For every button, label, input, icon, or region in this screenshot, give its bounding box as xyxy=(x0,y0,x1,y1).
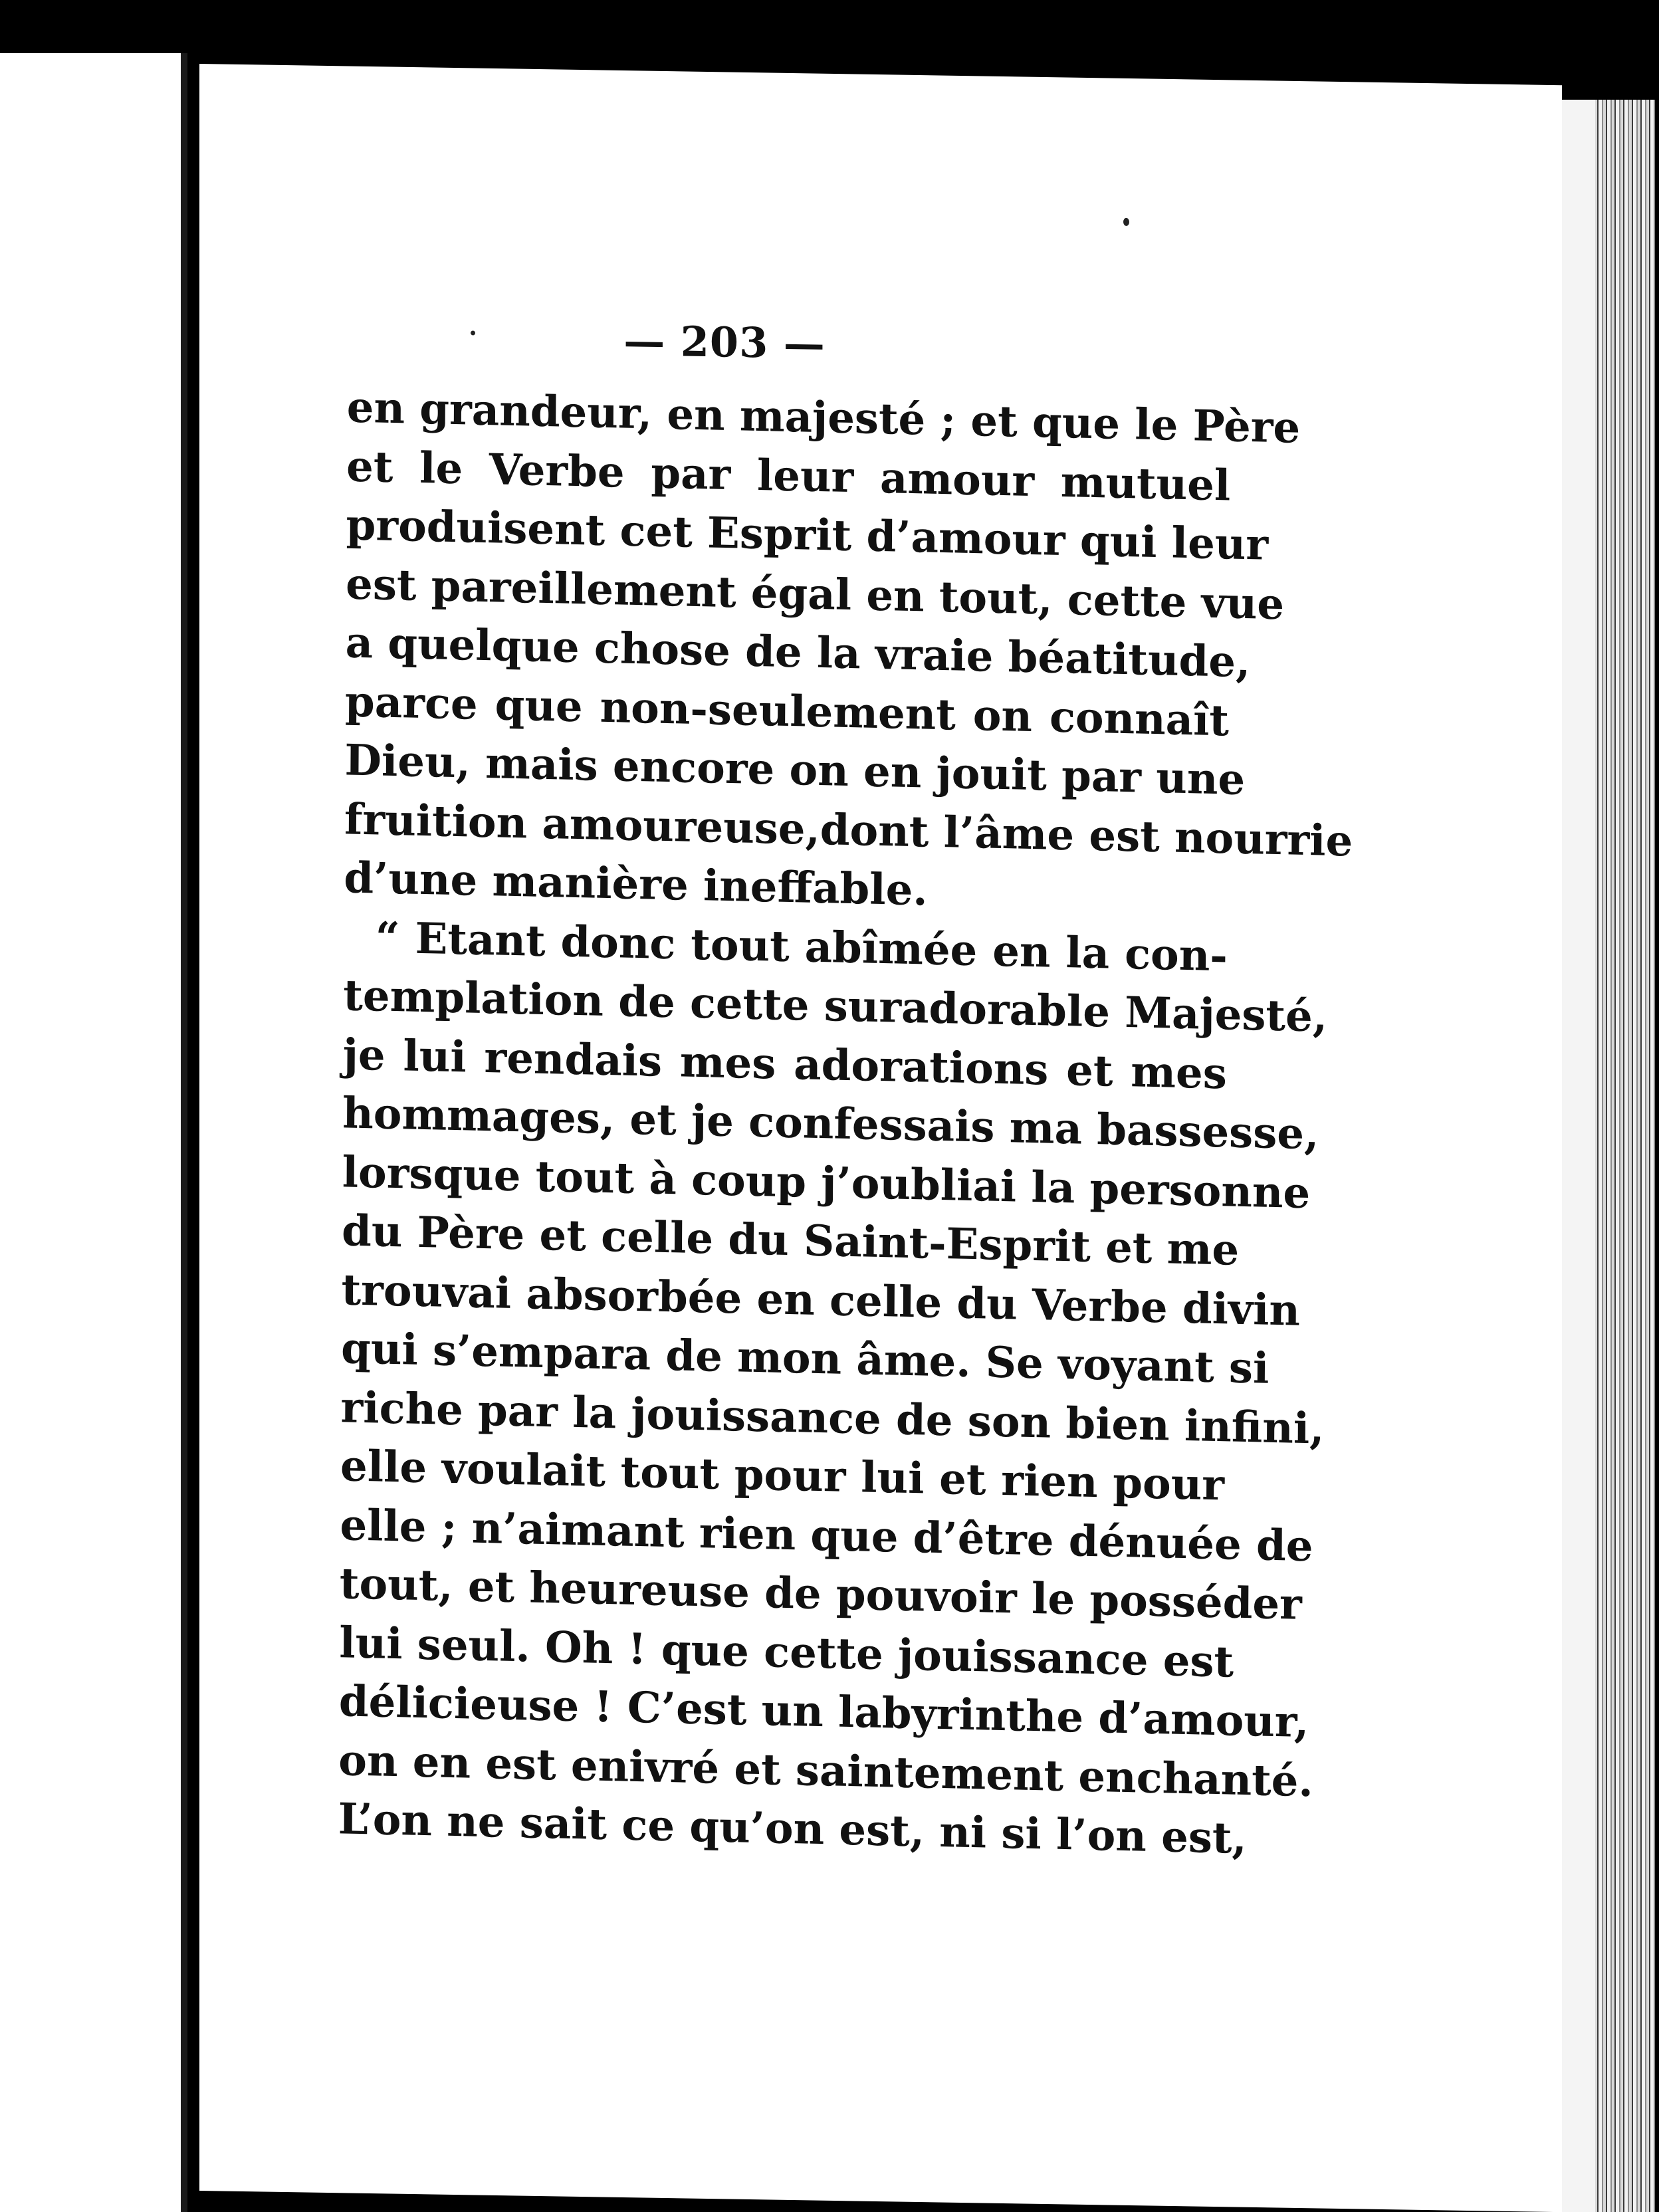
text-line: est pareillement égal en tout, cette vue xyxy=(345,558,1285,629)
ink-speck xyxy=(1123,218,1129,226)
text-line: lui seul. Oh ! que cette jouissance est xyxy=(339,1617,1234,1688)
text-line: lorsque tout à coup j’oubliai la personne xyxy=(342,1147,1311,1218)
page-number: — 203 — xyxy=(623,316,826,368)
text-line: elle ; n’aimant rien que d’être dénuée de xyxy=(340,1499,1313,1571)
text-line: hommages, et je confessais ma bassesse, xyxy=(342,1088,1319,1160)
text-line: parce que non-seulement on connaît xyxy=(344,676,1230,746)
previous-page-edge xyxy=(0,53,187,2212)
text-line: d’une manière ineffable. xyxy=(344,853,928,916)
text-line: délicieuse ! C’est un labyrinthe d’amour, xyxy=(338,1676,1309,1748)
text-line: je lui rendais mes adorations et mes xyxy=(342,1029,1227,1099)
text-line: on en est enivré et saintement enchanté. xyxy=(338,1735,1313,1807)
text-line: trouvai absorbée en celle du Verbe divin xyxy=(341,1264,1301,1336)
book-page xyxy=(199,64,1562,2212)
text-line: en grandeur, en majesté ; et que le Père xyxy=(346,382,1301,453)
text-line: du Père et celle du Saint-Esprit et me xyxy=(341,1206,1240,1275)
text-line: produisent cet Esprit d’amour qui leur xyxy=(346,500,1269,570)
text-line: L’on ne sait ce qu’on est, ni si l’on est, xyxy=(338,1794,1247,1864)
text-line: fruition amoureuse,dont l’âme est nourrie xyxy=(344,794,1353,867)
text-line: et le Verbe par leur amour mutuel xyxy=(346,441,1231,510)
text-line: qui s’empara de mon âme. Se voyant si xyxy=(340,1323,1270,1394)
body-text xyxy=(338,378,1353,1868)
text-line: “ Etant donc tout abîmée en la con- xyxy=(375,912,1228,981)
text-line: tout, et heureuse de pouvoir le posséder xyxy=(339,1559,1302,1630)
text-line: a quelque chose de la vraie béatitude, xyxy=(345,617,1251,688)
text-line: Dieu, mais encore on en jouit par une xyxy=(344,735,1246,805)
text-line: elle voulait tout pour lui et rien pour xyxy=(340,1441,1225,1511)
text-line: riche par la jouissance de son bien infini, xyxy=(340,1382,1325,1454)
text-line: templation de cette suradorable Majesté, xyxy=(343,970,1328,1042)
